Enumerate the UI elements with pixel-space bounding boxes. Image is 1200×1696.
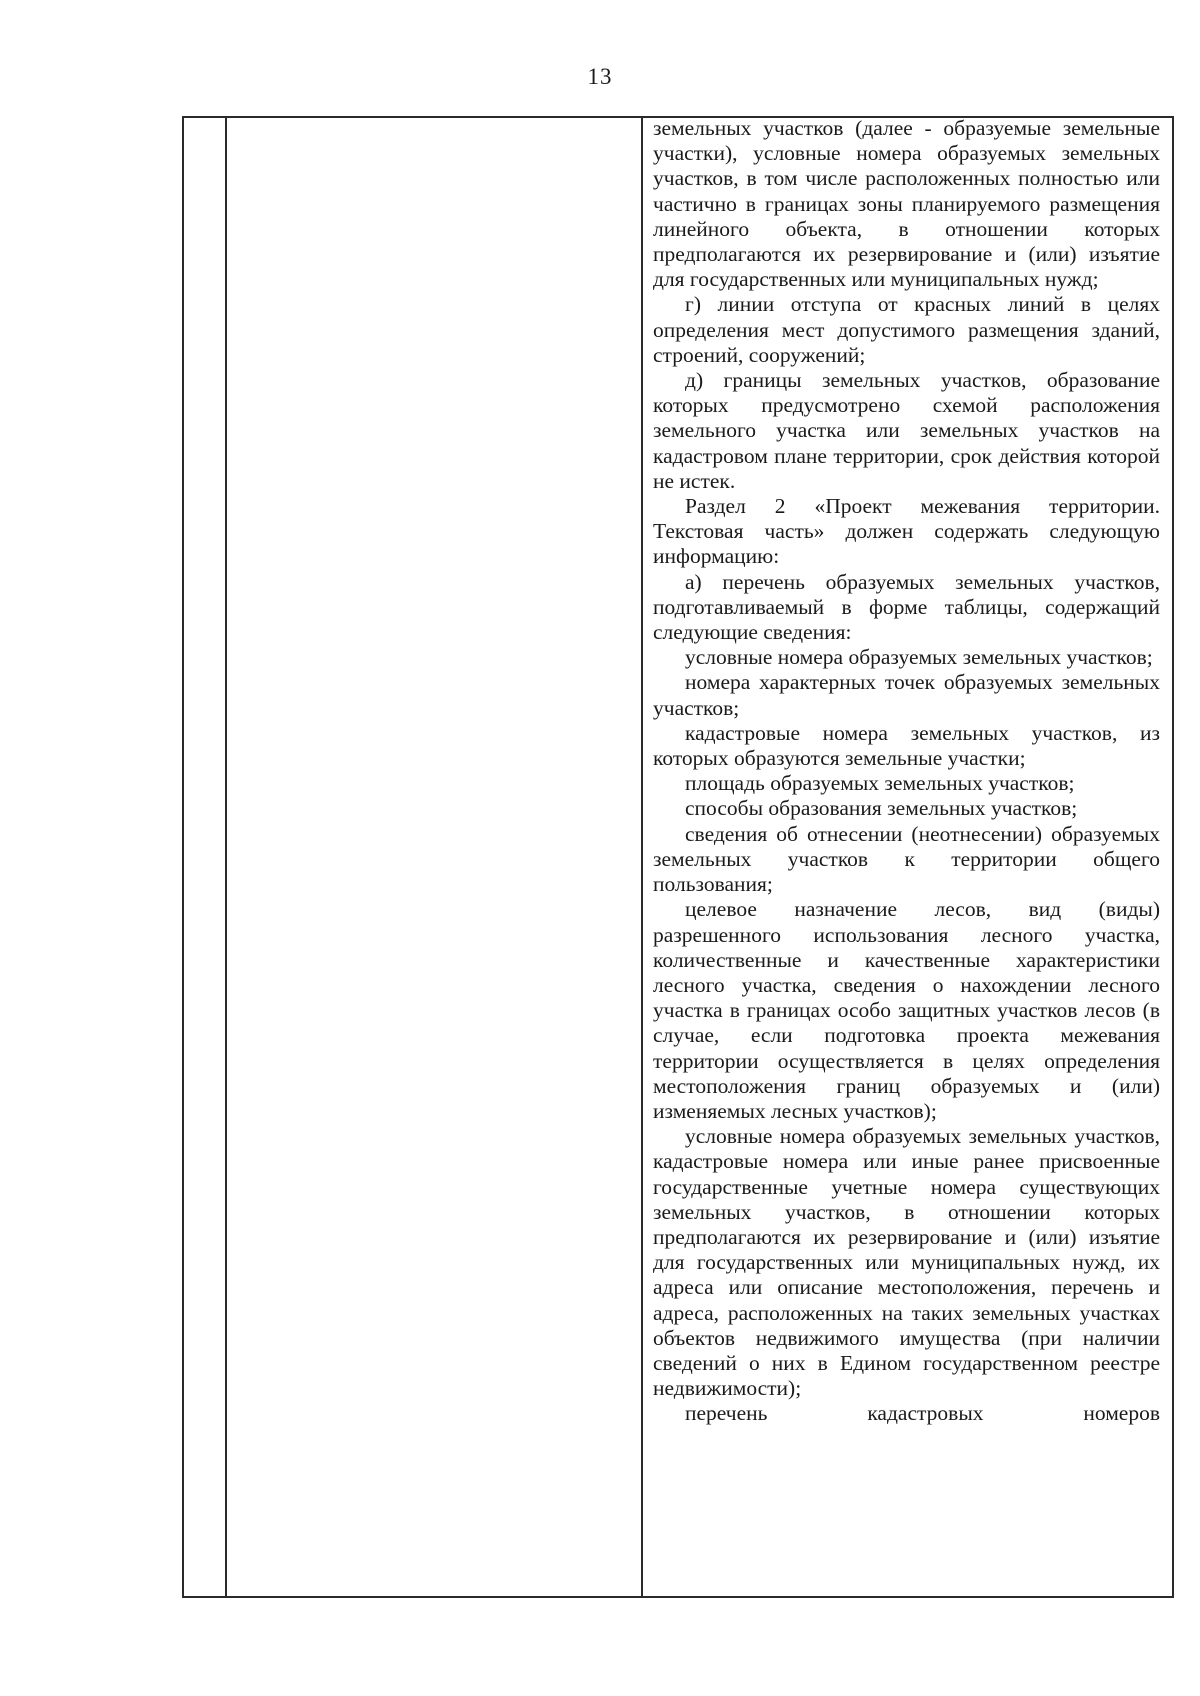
table-column-content (643, 118, 1172, 1596)
paragraph: сведения об отнесении (неотнесении) образуемых земельных участков к территории общего пользования; (653, 821, 1160, 897)
paragraph: д) границы земельных участков, образование которых предусмотрено схемой расположения земельного участка или земельных участков на кадастровом плане территории, срок действия которой не истек. (653, 368, 1160, 493)
paragraph: а) перечень образуемых земельных участков, подготавливаемый в форме таблицы, содержащий следующие сведения: (653, 569, 1160, 645)
paragraph: кадастровые номера земельных участков, из которых образуются земельные участки; (653, 720, 1160, 771)
paragraph: земельных участков (далее - образуемые земельные участки), условные номера образуемых земельных участков, в том числе расположенных полностью или частично в границах зоны планируемого размещения линейного объекта, в отношении которых предполагаются их резервирование и (или) изъятие для государственных или муниципальных нужд; (653, 118, 1160, 292)
paragraph: г) линии отступа от красных линий в целях определения мест допустимого размещения зданий, строений, сооружений; (653, 292, 1160, 367)
page-number: 13 (587, 64, 613, 89)
paragraph: условные номера образуемых земельных участков; (685, 645, 1153, 670)
paragraph: способы образования земельных участков; (685, 796, 1078, 821)
paragraph: условные номера образуемых земельных участков, кадастровые номера или иные ранее присвоенные государственные учетные номера существующих земельных участков, в отношении которых предполагаются их резервирование и (или) изъятие для государственных или муниципальных нужд, их адреса или описание местоположения, перечень и адреса, расположенных на таких земельных участках объектов недвижимого имущества (при наличии сведений о них в Едином государственном реестре недвижимости); (653, 1124, 1160, 1401)
paragraph: целевое назначение лесов, вид (виды) разрешенного использования лесного участка, количественные и качественные характеристики лесного участка, сведения о нахождении лесного участка в границах особо защитных участков лесов (в случае, если подготовка проекта межевания территории осуществляется в целях определения местоположения границ образуемых и (или) изменяемых лесных участков); (653, 897, 1160, 1123)
paragraph: перечень кадастровых номеров (685, 1401, 1160, 1426)
table-column-name (227, 118, 643, 1596)
paragraph: площадь образуемых земельных участков; (685, 771, 1075, 796)
content-text (653, 118, 1160, 1427)
document-table (182, 116, 1174, 1598)
paragraph: номера характерных точек образуемых земельных участков; (653, 670, 1160, 720)
table-column-number (184, 118, 227, 1596)
paragraph: Раздел 2 «Проект межевания территории. Текстовая часть» должен содержать следующую информацию: (653, 494, 1160, 569)
